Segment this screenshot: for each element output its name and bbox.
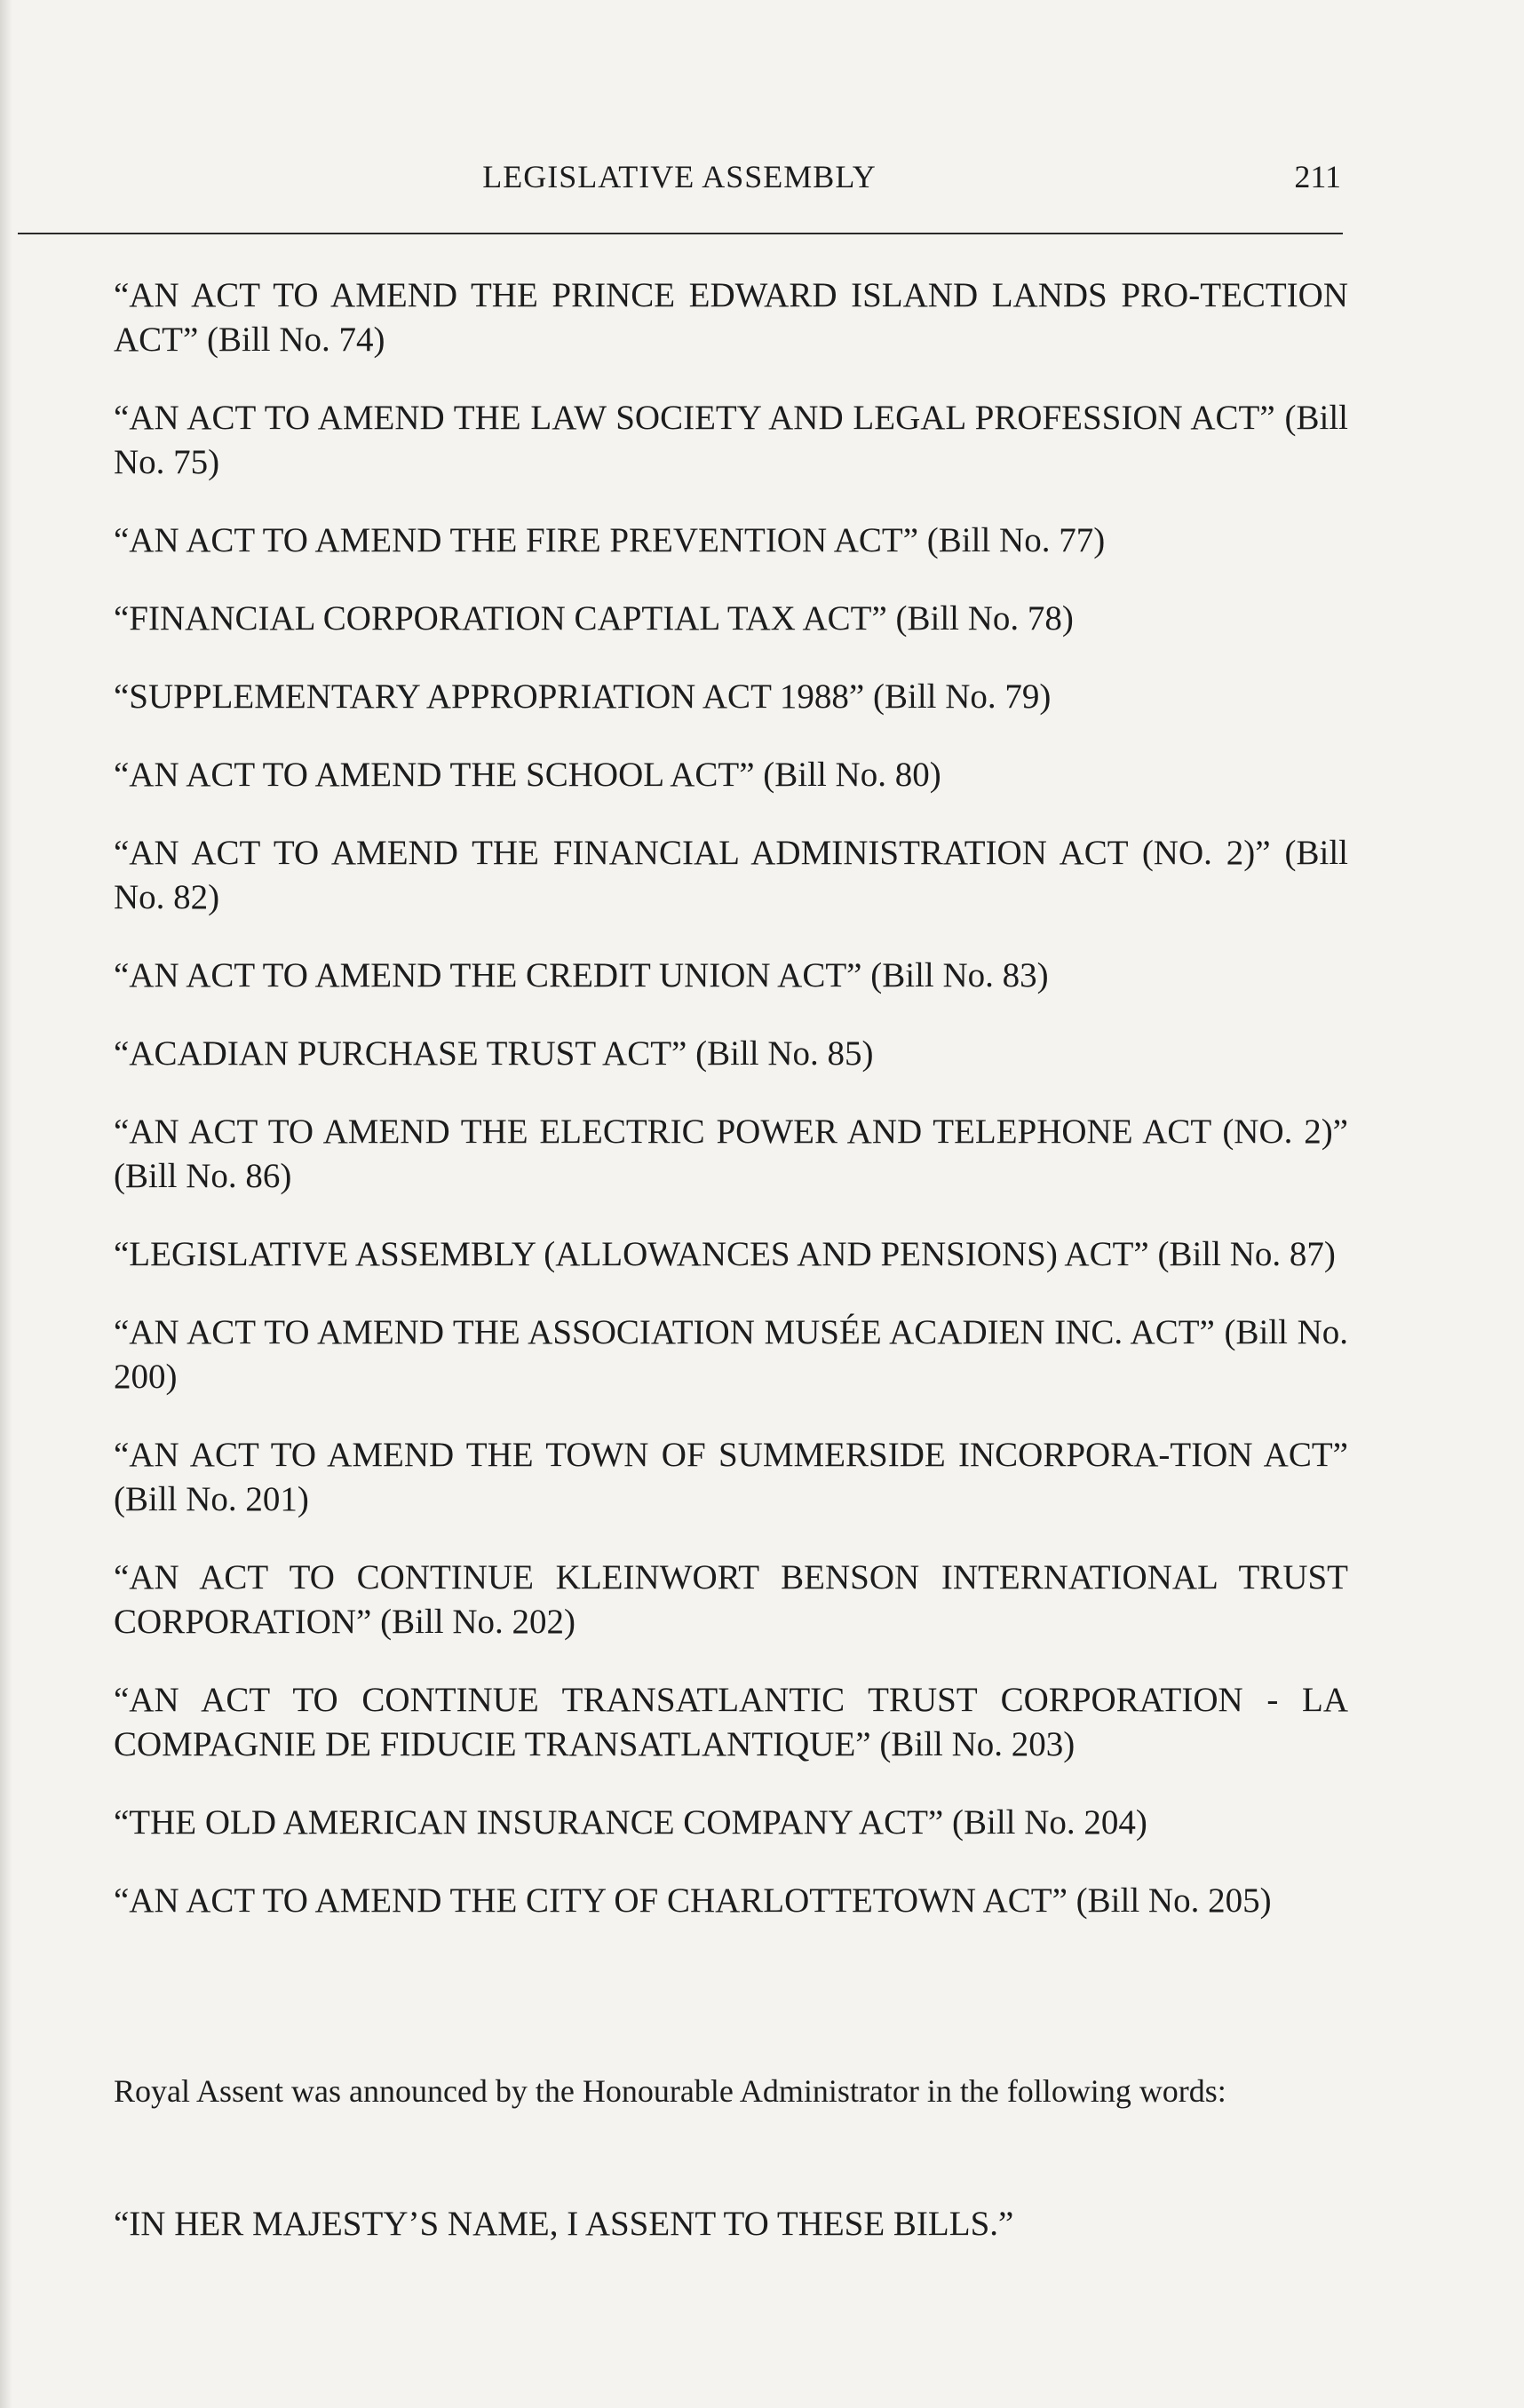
bill-item: “THE OLD AMERICAN INSURANCE COMPANY ACT” (Bill No. 204) [114,1803,1147,1842]
bill-item: “AN ACT TO AMEND THE ASSOCIATION MUSÉE ACADIEN INC. ACT” (Bill No. 200) [114,1313,1348,1396]
bill-item: “AN ACT TO AMEND THE PRINCE EDWARD ISLAND LANDS PRO-TECTION ACT” (Bill No. 74) [114,276,1348,359]
bill-item: “LEGISLATIVE ASSEMBLY (ALLOWANCES AND PENSIONS) ACT” (Bill No. 87) [114,1235,1336,1273]
royal-assent-paragraph: Royal Assent was announced by the Honourable Administrator in the following words: [114,2073,1226,2109]
bill-list [114,273,1348,1923]
bill-item: “AN ACT TO AMEND THE LAW SOCIETY AND LEGAL PROFESSION ACT” (Bill No. 75) [114,399,1348,481]
bill-item: “AN ACT TO AMEND THE FIRE PREVENTION ACT” (Bill No. 77) [114,521,1106,559]
bill-item: “AN ACT TO AMEND THE CREDIT UNION ACT” (Bill No. 83) [114,956,1049,994]
bill-item: “AN ACT TO AMEND THE FINANCIAL ADMINISTRATION ACT (NO. 2)” (Bill No. 82) [114,834,1348,916]
bill-item: “AN ACT TO AMEND THE TOWN OF SUMMERSIDE INCORPORA-TION ACT” (Bill No. 201) [114,1436,1348,1518]
bill-item: “AN ACT TO AMEND THE CITY OF CHARLOTTETOWN ACT” (Bill No. 205) [114,1881,1272,1920]
bill-item: “ACADIAN PURCHASE TRUST ACT” (Bill No. 85) [114,1034,874,1073]
bill-item: “SUPPLEMENTARY APPROPRIATION ACT 1988” (Bill No. 79) [114,677,1052,716]
header-rule [18,233,1343,234]
bill-item: “AN ACT TO AMEND THE SCHOOL ACT” (Bill No. 80) [114,756,941,794]
bill-item: “AN ACT TO AMEND THE ELECTRIC POWER AND TELEPHONE ACT (NO. 2)” (Bill No. 86) [114,1113,1348,1195]
page-binding-edge [0,0,12,2408]
royal-assent-words: “IN HER MAJESTY’S NAME, I ASSENT TO THESE BILLS.” [114,2205,1014,2243]
page-number: 211 [1294,159,1341,194]
running-header [18,158,1341,211]
running-title: LEGISLATIVE ASSEMBLY [482,159,877,194]
bill-item: “FINANCIAL CORPORATION CAPTIAL TAX ACT” (Bill No. 78) [114,599,1074,638]
bill-item: “AN ACT TO CONTINUE TRANSATLANTIC TRUST CORPORATION - LA COMPAGNIE DE FIDUCIE TRANSATLANTIQUE” (Bill No. 203) [114,1681,1348,1763]
bill-item: “AN ACT TO CONTINUE KLEINWORT BENSON INTERNATIONAL TRUST CORPORATION” (Bill No. 202) [114,1558,1348,1641]
